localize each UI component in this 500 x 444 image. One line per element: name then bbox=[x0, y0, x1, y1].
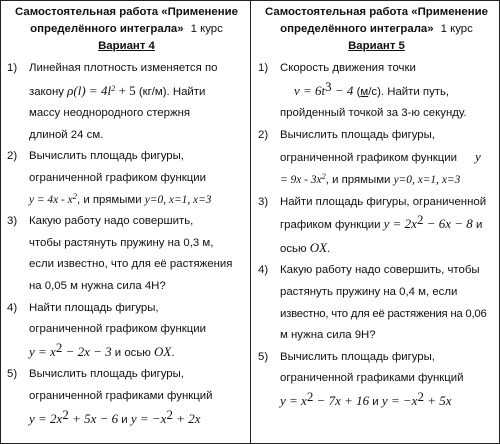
task-number: 4) bbox=[7, 301, 18, 314]
task-text: и осью bbox=[111, 346, 155, 359]
task-text: и bbox=[369, 395, 382, 408]
task-number: 1) bbox=[7, 62, 18, 74]
task-number: 4) bbox=[258, 264, 269, 277]
task-item bbox=[258, 347, 495, 414]
boundary-lines: y=0, x=1, x=3 bbox=[393, 173, 461, 186]
task-list bbox=[7, 58, 246, 431]
task-text: , и прямыми bbox=[325, 173, 394, 186]
variant-5-label: Вариант 5 bbox=[348, 40, 405, 52]
task-text: на 0,05 м нужна сила 4Н? bbox=[29, 279, 166, 292]
task-text: ограниченной графиком функции bbox=[29, 171, 206, 184]
task-item bbox=[258, 260, 495, 346]
function-formula: $y = x^2 - 2x - 3$ bbox=[29, 339, 112, 359]
task-text: , и прямыми bbox=[76, 193, 145, 206]
task-text: Линейная плотность изменяется по bbox=[29, 62, 218, 74]
variant-4-label: Вариант 4 bbox=[98, 40, 155, 52]
task-text: Вычислить площадь фигуры, bbox=[280, 128, 435, 141]
column-header bbox=[7, 4, 246, 55]
function-formula: = $9x - 3x^2$ bbox=[280, 170, 326, 186]
task-text: ограниченной графиками функций bbox=[29, 389, 213, 402]
function-formula: $y = 4x - x^2$ bbox=[29, 190, 77, 206]
task-text: Вычислить площадь фигуры, bbox=[29, 368, 184, 381]
task-text: ограниченной графиком функции bbox=[29, 323, 206, 336]
boundary-lines: y=0, x=1, x=3 bbox=[144, 193, 212, 206]
title-line-2: определённого интеграла» bbox=[280, 23, 434, 35]
task-text: Найти площадь фигуры, bbox=[29, 301, 159, 314]
task-item: 4) Найти площадь фигуры, ограниченной графиком функции $y = x^2 - 2x - 3$ и осью OX. bbox=[7, 298, 246, 365]
variant-5-column bbox=[250, 1, 499, 443]
title-line-1: Самостоятельная работа «Применение bbox=[265, 6, 488, 18]
axis-label: OX bbox=[154, 343, 172, 359]
title-line-2: определённого интеграла» bbox=[30, 23, 184, 35]
task-number: 3) bbox=[258, 195, 269, 208]
task-number: 1) bbox=[258, 62, 269, 74]
task-item bbox=[7, 364, 246, 431]
task-number: 5) bbox=[258, 350, 269, 363]
course-label: 1 курс bbox=[190, 23, 223, 35]
task-list bbox=[258, 58, 495, 414]
function-formula: $y = -x^2 + 5x$ bbox=[381, 388, 452, 408]
variant-4-column bbox=[1, 1, 250, 443]
task-text: и bbox=[472, 219, 483, 232]
task-text: Скорость движения точки bbox=[280, 62, 416, 74]
task-number: 5) bbox=[7, 368, 18, 381]
task-text: Какую работу надо совершить, bbox=[29, 215, 194, 228]
task-text: известно, что для её растяжения на 0,06 bbox=[280, 307, 487, 320]
task-item: 3) Найти площадь фигуры, ограниченной графиком функции $y = 2x^2 - 6x - 8$ и осью OX. bbox=[258, 192, 495, 261]
function-formula: $y = x^2 - 7x + 16$ bbox=[280, 388, 370, 408]
task-number: 2) bbox=[258, 128, 269, 141]
task-text: Вычислить площадь фигуры, bbox=[280, 350, 435, 363]
task-text: закону bbox=[29, 85, 68, 98]
task-item bbox=[7, 146, 246, 211]
task-text: чтобы растянуть пружину на 0,3 м, bbox=[29, 236, 214, 249]
task-number: 2) bbox=[7, 150, 18, 163]
task-text: Вычислить площадь фигуры, bbox=[29, 150, 184, 163]
column-header bbox=[258, 4, 495, 55]
task-text: Какую работу надо совершить, чтобы bbox=[280, 264, 480, 277]
function-formula: $y = 2x^2 + 5x - 6$ bbox=[29, 406, 119, 426]
task-text: и bbox=[118, 413, 131, 426]
course-label: 1 курс bbox=[440, 23, 473, 35]
task-item bbox=[258, 125, 495, 192]
density-formula: $\rho(l) = 4l^2 + 5$ bbox=[67, 82, 136, 98]
task-text: длиной 24 см. bbox=[29, 128, 104, 141]
task-text: графиком функции bbox=[280, 219, 384, 232]
task-text: массу неоднородного стержня bbox=[29, 107, 191, 120]
function-formula: $y = -x^2 + 2x$ bbox=[130, 406, 201, 426]
task-text: (кг/м). Найти bbox=[135, 85, 206, 98]
title-line-1: Самостоятельная работа «Применение bbox=[15, 6, 238, 18]
task-item bbox=[7, 211, 246, 297]
unit-meter: м bbox=[360, 85, 369, 98]
task-text: /с). Найти путь, bbox=[368, 85, 450, 98]
axis-label: OX bbox=[309, 239, 328, 255]
task-text: осью bbox=[280, 242, 310, 255]
task-text: Найти площадь фигуры, ограниченной bbox=[280, 195, 487, 208]
task-text: если известно, что для её растяжения bbox=[29, 258, 233, 271]
task-text: м нужна сила 9Н? bbox=[280, 329, 376, 342]
task-text: ограниченной графиками функций bbox=[280, 372, 464, 385]
velocity-formula: $v = 6t^3 - 4$ bbox=[294, 78, 354, 98]
task-text: ограниченной графиком функции bbox=[280, 152, 457, 165]
task-number: 3) bbox=[7, 215, 18, 228]
function-formula: $y = 2x^2 - 6x - 8$ bbox=[383, 212, 473, 232]
task-text: пройденный точкой за 3-ю секунду. bbox=[280, 107, 467, 120]
task-item: 1) Скорость движения точки $v = 6t^3 - 4$ (м/с). Найти путь, пройденный точкой за 3-ю секунду. bbox=[258, 58, 495, 125]
function-y-label: y bbox=[475, 149, 481, 165]
task-text: растянуть пружину на 0,4 м, если bbox=[280, 285, 458, 298]
task-item bbox=[7, 58, 246, 146]
